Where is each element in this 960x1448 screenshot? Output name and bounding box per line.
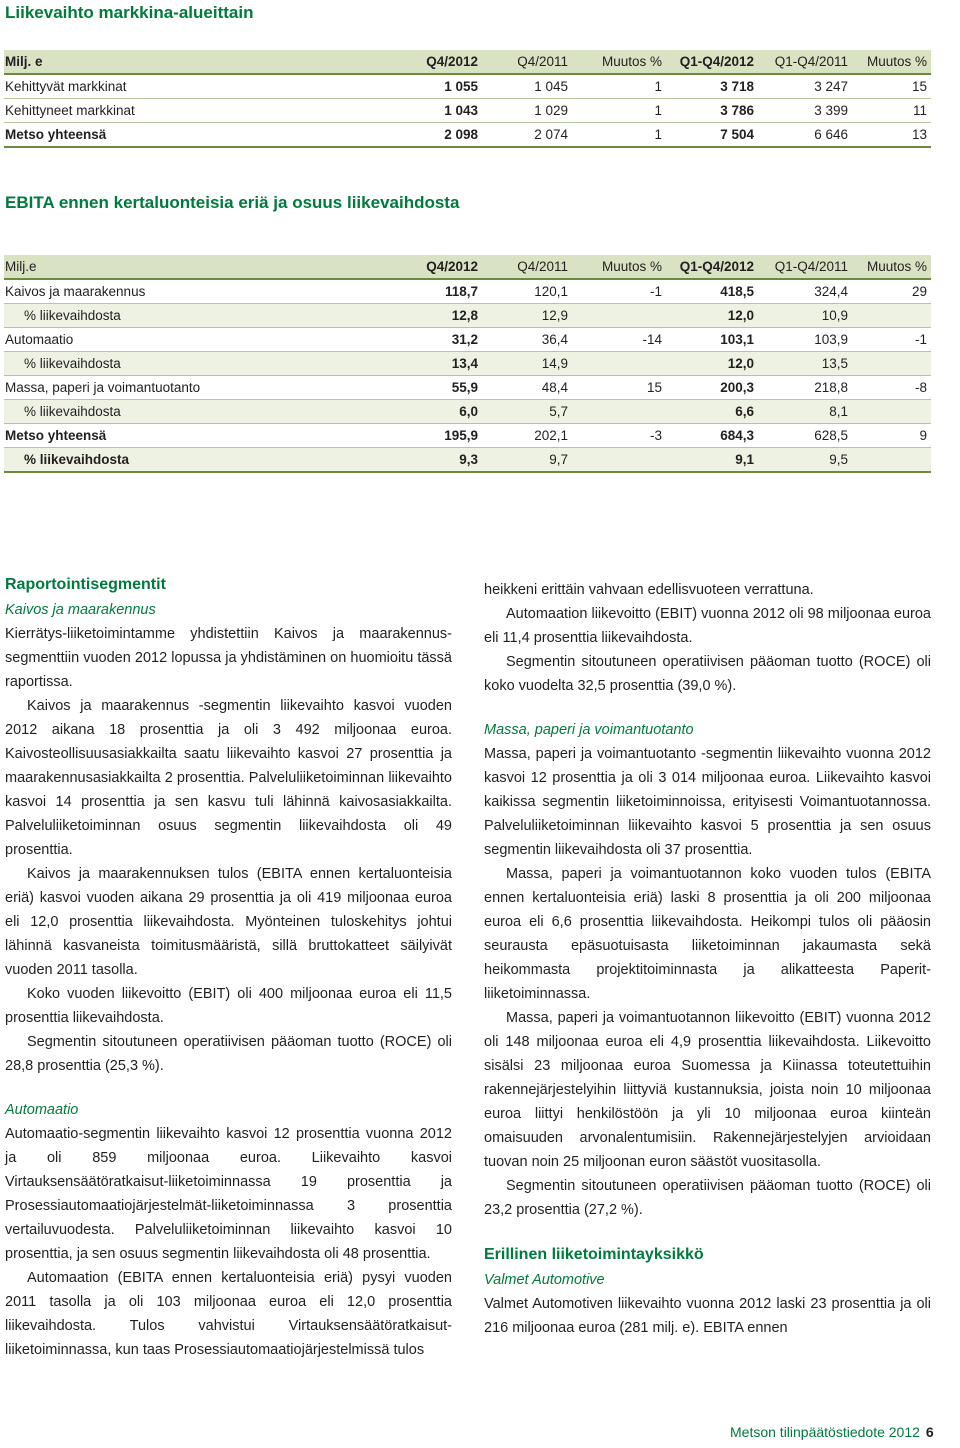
table-cell: 12,9 xyxy=(482,304,572,328)
table-cell xyxy=(852,304,931,328)
section-heading-erillinen-liiketoimintayksikko: Erillinen liiketoimintayksikkö xyxy=(484,1246,704,1263)
table-cell xyxy=(572,304,666,328)
table-cell: 13,5 xyxy=(758,352,852,376)
table-cell xyxy=(852,352,931,376)
table-cell: 48,4 xyxy=(482,376,572,400)
row-label: Metso yhteensä xyxy=(4,424,384,448)
column-header: Q4/2012 xyxy=(384,50,482,74)
row-label: Massa, paperi ja voimantuotanto xyxy=(4,376,384,400)
table-cell xyxy=(852,400,931,424)
column-header: Q4/2012 xyxy=(384,255,482,279)
subheading-valmet-automotive: Valmet Automotive xyxy=(484,1272,605,1288)
column-header: Q4/2011 xyxy=(482,255,572,279)
table-cell: 6,6 xyxy=(666,400,758,424)
table-cell: 684,3 xyxy=(666,424,758,448)
table-cell: 1 xyxy=(572,74,666,99)
table1-title: Liikevaihto markkina-alueittain xyxy=(5,3,254,22)
table-row xyxy=(4,99,931,123)
paragraph: Segmentin sitoutuneen operatiivisen pääoman tuotto (ROCE) oli 23,2 prosenttia (27,2 %). xyxy=(484,1178,931,1218)
table-cell: 3 718 xyxy=(666,74,758,99)
paragraph: Automaation (EBITA ennen kertaluonteisia eriä) pysyi vuoden 2011 tasolla ja oli 103 miljoonaa euroa eli 12,0 prosenttia liikevaihdosta. Tulos vahvistui Virtauksensäätöratkaisut-liiketoiminnassa, kun taas Prosessiautomaatiojärjestelmissä tulos xyxy=(5,1270,452,1358)
table-cell: 2 074 xyxy=(482,123,572,148)
paragraph: Koko vuoden liikevoitto (EBIT) oli 400 miljoonaa euroa eli 11,5 prosenttia liikevaihdosta. xyxy=(5,986,452,1026)
table-cell: 6 646 xyxy=(758,123,852,148)
table-cell: 1 055 xyxy=(384,74,482,99)
table-row xyxy=(4,304,931,328)
row-label: % liikevaihdosta xyxy=(4,304,384,328)
row-label: Kehittyvät markkinat xyxy=(4,74,384,99)
table-cell: 15 xyxy=(572,376,666,400)
column-header: Milj.e xyxy=(4,255,384,279)
subheading-massa-paperi-voimantuotanto: Massa, paperi ja voimantuotanto xyxy=(484,722,694,738)
paragraph: Massa, paperi ja voimantuotanto -segmentin liikevaihto vuonna 2012 kasvoi 12 prosenttia ja oli 3 014 miljoonaa euroa. Liikevaihto kasvoi kaikissa segmentin liiketoiminnoissa, erityisesti Voimantuotannossa. Palveluliiketoiminnan liikevaihto kasvoi 5 prosenttia ja sen osuus segmentin liikevaihdosta oli 37 prosenttia. xyxy=(484,746,931,858)
row-label: % liikevaihdosta xyxy=(4,400,384,424)
table-cell: 195,9 xyxy=(384,424,482,448)
table-cell: 3 786 xyxy=(666,99,758,123)
table-cell: 202,1 xyxy=(482,424,572,448)
table-cell: 6,0 xyxy=(384,400,482,424)
paragraph: Automaation liikevoitto (EBIT) vuonna 2012 oli 98 miljoonaa euroa eli 11,4 prosenttia liikevaihdosta. xyxy=(484,606,931,646)
table-cell: 8,1 xyxy=(758,400,852,424)
section-heading-raportointisegmentit: Raportointisegmentit xyxy=(5,576,166,593)
table-cell xyxy=(572,352,666,376)
paragraph: Valmet Automotiven liikevaihto vuonna 2012 laski 23 prosenttia ja oli 216 miljoonaa euroa (281 milj. e). EBITA ennen xyxy=(484,1296,931,1336)
table-cell: 118,7 xyxy=(384,279,482,304)
column-header: Muutos % xyxy=(852,255,931,279)
table2-title: EBITA ennen kertaluonteisia eriä ja osuus liikevaihdosta xyxy=(5,193,460,212)
column-header: Muutos % xyxy=(572,50,666,74)
table-cell: 628,5 xyxy=(758,424,852,448)
table-cell: 1 xyxy=(572,99,666,123)
table-cell: 13 xyxy=(852,123,931,148)
page-footer xyxy=(730,1424,934,1440)
table-cell: 2 098 xyxy=(384,123,482,148)
table-cell: 9,3 xyxy=(384,448,482,473)
subheading-kaivos-ja-maarakennus: Kaivos ja maarakennus xyxy=(5,602,156,618)
table-cell: -14 xyxy=(572,328,666,352)
table-cell: 12,0 xyxy=(666,352,758,376)
row-label: Metso yhteensä xyxy=(4,123,384,148)
table-cell: 1 xyxy=(572,123,666,148)
table-row xyxy=(4,352,931,376)
paragraph: Massa, paperi ja voimantuotannon liikevoitto (EBIT) vuonna 2012 oli 148 miljoonaa euroa eli 4,9 prosenttia liikevaihdosta. Liikevoitto sisälsi 23 miljoonaa euroa Suomessa ja Kiinassa toteutettuihin rakennejärjestelyihin liittyviä kustannuksia, joista noin 10 miljoonaa euroa liittyi henkilöstöön ja yli 10 miljoonaa euroa kiinteän omaisuuden arvonalentumisiin. Rakennejärjestelyjen arvioidaan tuovan noin 25 miljoonan euron säästöt vuositasolla. xyxy=(484,1010,931,1170)
column-header: Q4/2011 xyxy=(482,50,572,74)
column-header: Q1-Q4/2012 xyxy=(666,255,758,279)
table-cell: 11 xyxy=(852,99,931,123)
table-cell: 12,8 xyxy=(384,304,482,328)
table-cell: 103,1 xyxy=(666,328,758,352)
column-header: Q1-Q4/2012 xyxy=(666,50,758,74)
table-cell: 9,1 xyxy=(666,448,758,473)
table-header-row xyxy=(4,255,931,279)
table-cell: 31,2 xyxy=(384,328,482,352)
paragraph: Kaivos ja maarakennuksen tulos (EBITA ennen kertaluonteisia eriä) kasvoi vuoden aikana 29 prosenttia ja oli 419 miljoonaa euroa eli 12,0 prosenttia liikevaihdosta. Myönteinen tuloskehitys johtui lähinnä kasvaneista toimitusmääristä, sillä bruttokatteet säilyivät vuoden 2011 tasolla. xyxy=(5,866,452,978)
table-liikevaihto-markkina-alueittain xyxy=(4,50,931,148)
paragraph: Segmentin sitoutuneen operatiivisen pääoman tuotto (ROCE) oli 28,8 prosenttia (25,3 %). xyxy=(5,1034,452,1074)
column-header: Q1-Q4/2011 xyxy=(758,255,852,279)
table-cell: 3 399 xyxy=(758,99,852,123)
column-header: Milj. e xyxy=(4,50,384,74)
table-cell: 29 xyxy=(852,279,931,304)
table-row xyxy=(4,328,931,352)
table-cell xyxy=(572,448,666,473)
paragraph: Segmentin sitoutuneen operatiivisen pääoman tuotto (ROCE) oli koko vuodelta 32,5 prosenttia (39,0 %). xyxy=(484,654,931,694)
table-cell: 218,8 xyxy=(758,376,852,400)
table-cell: 55,9 xyxy=(384,376,482,400)
table-cell: 7 504 xyxy=(666,123,758,148)
table-cell: 13,4 xyxy=(384,352,482,376)
table-cell: 120,1 xyxy=(482,279,572,304)
row-label: % liikevaihdosta xyxy=(4,352,384,376)
table-cell: 1 043 xyxy=(384,99,482,123)
paragraph: Kierrätys-liiketoimintamme yhdistettiin Kaivos ja maarakennus-segmenttiin vuoden 2012 lopussa ja yhdistäminen on huomioitu tässä raportissa. xyxy=(5,626,452,690)
table-header-row xyxy=(4,50,931,74)
table-row xyxy=(4,279,931,304)
table-cell: 418,5 xyxy=(666,279,758,304)
table-row xyxy=(4,448,931,473)
table-cell: 3 247 xyxy=(758,74,852,99)
table-cell: -1 xyxy=(852,328,931,352)
table-cell xyxy=(852,448,931,473)
table-cell: -1 xyxy=(572,279,666,304)
row-label: Automaatio xyxy=(4,328,384,352)
right-text-column xyxy=(484,578,931,1340)
table-cell: 9,5 xyxy=(758,448,852,473)
table-cell: 9 xyxy=(852,424,931,448)
table-cell: 324,4 xyxy=(758,279,852,304)
table-cell: 200,3 xyxy=(666,376,758,400)
table-cell: 12,0 xyxy=(666,304,758,328)
table-cell: -8 xyxy=(852,376,931,400)
table-cell: 36,4 xyxy=(482,328,572,352)
table-row xyxy=(4,376,931,400)
table-cell: 14,9 xyxy=(482,352,572,376)
table-cell: 1 045 xyxy=(482,74,572,99)
paragraph: heikkeni erittäin vahvaan edellisvuoteen verrattuna. xyxy=(484,582,814,598)
table-cell: 103,9 xyxy=(758,328,852,352)
paragraph: Massa, paperi ja voimantuotannon koko vuoden tulos (EBITA ennen kertaluonteisia eriä) laski 8 prosenttia ja oli 200 miljoonaa euroa eli 6,6 prosenttia liikevaihdosta. Heikompi tulos oli pääosin seurausta epäsuotuisasta liiketoiminnan jakaumasta sekä heikommasta projektitoiminnasta ja alikatteesta Paperit-liiketoiminnassa. xyxy=(484,866,931,1002)
table-row xyxy=(4,400,931,424)
subheading-automaatio: Automaatio xyxy=(5,1102,79,1118)
table-cell: 1 029 xyxy=(482,99,572,123)
table-cell: -3 xyxy=(572,424,666,448)
page-number: 6 xyxy=(925,1424,934,1440)
table-cell: 10,9 xyxy=(758,304,852,328)
row-label: % liikevaihdosta xyxy=(4,448,384,473)
left-text-column xyxy=(5,572,452,1362)
paragraph: Automaatio-segmentin liikevaihto kasvoi 12 prosenttia vuonna 2012 ja oli 859 miljoonaa euroa. Liikevaihto kasvoi Virtauksensäätöratkaisut-liiketoiminnassa 19 prosenttia ja Prosessiautomaatiojärjestelmät-liiketoiminnassa 3 prosenttia vertailuvuodesta. Palveluliiketoiminnan liikevaihto kasvoi 10 prosenttia, ja sen osuus segmentin liikevaihdosta oli 48 prosenttia. xyxy=(5,1126,452,1262)
column-header: Q1-Q4/2011 xyxy=(758,50,852,74)
row-label: Kehittyneet markkinat xyxy=(4,99,384,123)
table-cell: 9,7 xyxy=(482,448,572,473)
table-cell: 5,7 xyxy=(482,400,572,424)
table-row xyxy=(4,74,931,99)
table-cell: 15 xyxy=(852,74,931,99)
row-label: Kaivos ja maarakennus xyxy=(4,279,384,304)
table-cell xyxy=(572,400,666,424)
paragraph: Kaivos ja maarakennus -segmentin liikevaihto kasvoi vuoden 2012 aikana 18 prosenttia ja oli 3 492 miljoonaa euroa. Kaivosteollisuusasiakkailta saatu liikevaihto kasvoi 27 prosenttia ja maarakennusasiakkailta 2 prosenttia. Palveluliiketoiminnan liikevaihto kasvoi 14 prosenttia ja sen kasvu tuli lähinnä kaivosasiakkailta. Palveluliiketoiminnan osuus segmentin liikevaihdosta oli 49 prosenttia. xyxy=(5,698,452,858)
footer-document-title: Metson tilinpäätöstiedote 2012 xyxy=(730,1424,920,1440)
column-header: Muutos % xyxy=(572,255,666,279)
column-header: Muutos % xyxy=(852,50,931,74)
table-ebita-osuus-liikevaihdosta xyxy=(4,255,931,473)
table-row xyxy=(4,123,931,148)
table-row xyxy=(4,424,931,448)
